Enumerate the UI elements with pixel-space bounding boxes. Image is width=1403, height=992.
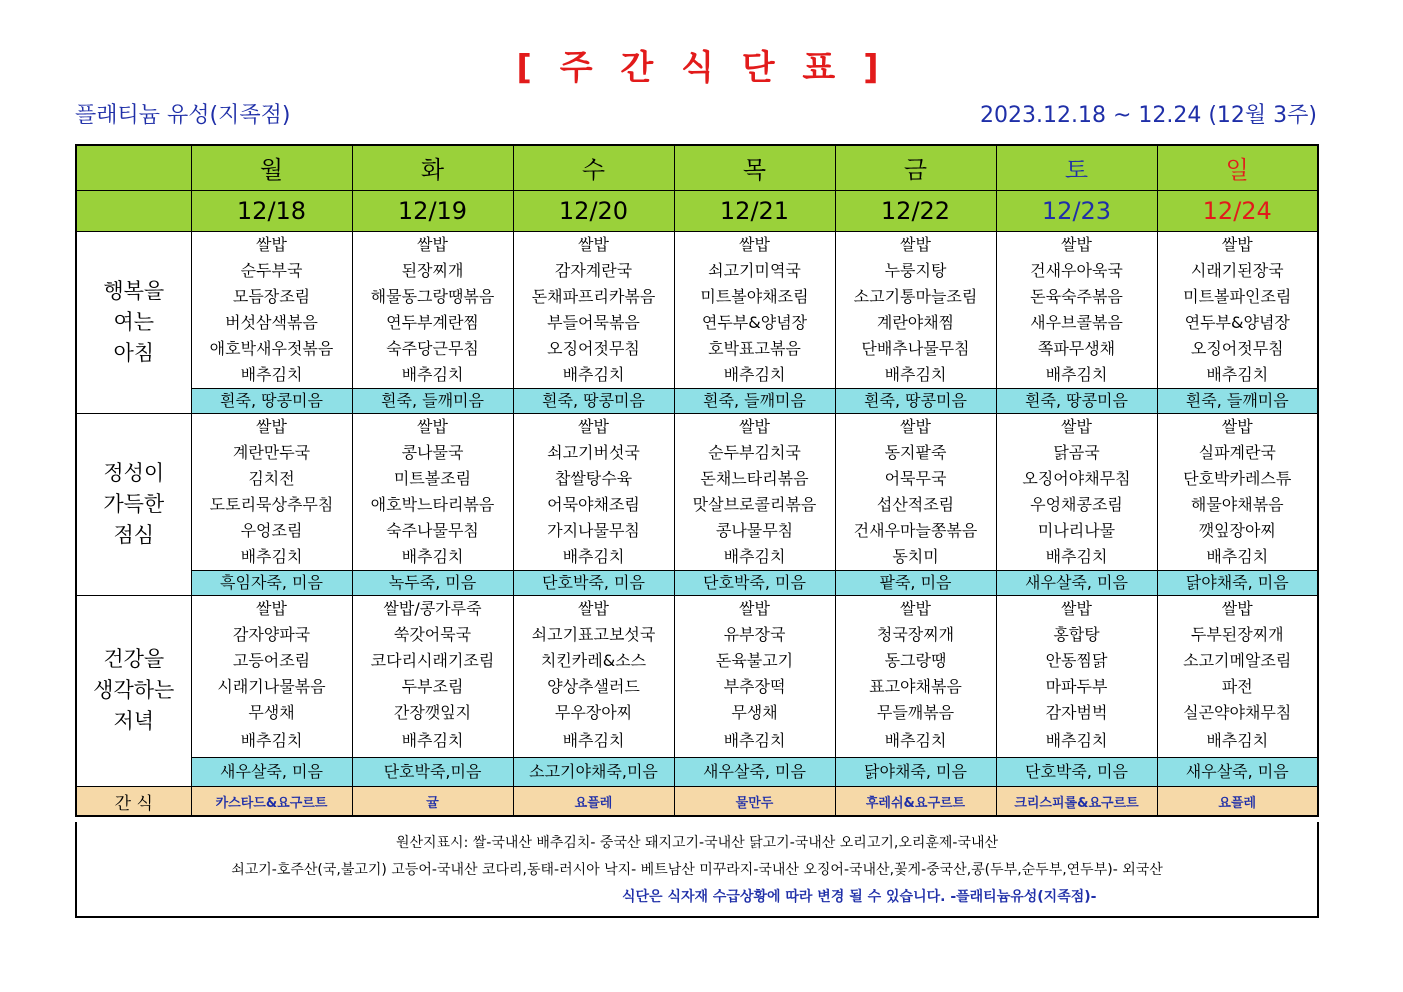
menu-item: 배추김치 <box>674 362 835 389</box>
menu-item: 두부조림 <box>352 674 513 700</box>
day-header: 수 <box>513 145 674 190</box>
menu-item: 김치전 <box>191 466 352 492</box>
menu-item: 쌀밥 <box>1157 231 1318 258</box>
menu-item: 쌀밥 <box>996 595 1157 622</box>
menu-item: 배추김치 <box>674 544 835 571</box>
dinner-row <box>76 674 1318 700</box>
day-header: 목 <box>674 145 835 190</box>
snack-item: 요플레 <box>1157 787 1318 817</box>
menu-item: 배추김치 <box>1157 362 1318 389</box>
menu-item: 배추김치 <box>1157 544 1318 571</box>
porridge-item: 흑임자죽, 미음 <box>191 570 352 595</box>
snack-item: 귤 <box>352 787 513 817</box>
porridge-item: 단호박죽, 미음 <box>513 570 674 595</box>
menu-item: 가지나물무침 <box>513 518 674 544</box>
menu-item: 치킨카레&소스 <box>513 648 674 674</box>
menu-item: 배추김치 <box>352 544 513 571</box>
menu-item: 두부된장찌개 <box>1157 622 1318 648</box>
page-title: [ 주 간 식 단 표 ] <box>516 48 887 88</box>
dinner-label-line: 생각하는 <box>93 678 175 703</box>
day-header-row <box>76 145 1318 190</box>
menu-item: 호박표고볶음 <box>674 336 835 362</box>
menu-item: 쇠고기표고보섯국 <box>513 622 674 648</box>
menu-item: 단호박카레스튜 <box>1157 466 1318 492</box>
menu-item: 연두부계란찜 <box>352 310 513 336</box>
menu-item: 소고기메알조림 <box>1157 648 1318 674</box>
menu-item: 쪽파무생채 <box>996 336 1157 362</box>
breakfast-row <box>76 231 1318 258</box>
menu-item: 감자계란국 <box>513 258 674 284</box>
menu-item: 시래기된장국 <box>1157 258 1318 284</box>
day-header: 금 <box>835 145 996 190</box>
porridge-item: 단호박죽,미음 <box>352 758 513 787</box>
menu-item: 미트볼야채조림 <box>674 284 835 310</box>
menu-item: 쌀밥 <box>835 595 996 622</box>
porridge-item: 새우살죽, 미음 <box>1157 758 1318 787</box>
porridge-item: 흰죽, 들깨미음 <box>674 388 835 413</box>
menu-item: 해물동그랑땡볶음 <box>352 284 513 310</box>
menu-item: 우엉조림 <box>191 518 352 544</box>
menu-item: 배추김치 <box>996 726 1157 758</box>
menu-item: 쌀밥 <box>674 413 835 440</box>
menu-item: 청국장찌개 <box>835 622 996 648</box>
menu-item: 배추김치 <box>1157 726 1318 758</box>
menu-item: 쌀밥 <box>513 595 674 622</box>
day-header-saturday: 토 <box>996 145 1157 190</box>
breakfast-row <box>76 258 1318 284</box>
menu-item: 오징어젓무침 <box>513 336 674 362</box>
breakfast-row <box>76 284 1318 310</box>
date-header: 12/18 <box>191 190 352 231</box>
date-header: 12/22 <box>835 190 996 231</box>
menu-item: 안동찜닭 <box>996 648 1157 674</box>
breakfast-label-line: 행복을 <box>103 278 165 303</box>
porridge-item: 닭야채죽, 미음 <box>1157 570 1318 595</box>
menu-item: 돈육숙주볶음 <box>996 284 1157 310</box>
day-header: 월 <box>191 145 352 190</box>
porridge-item: 새우살죽, 미음 <box>674 758 835 787</box>
breakfast-row <box>76 336 1318 362</box>
menu-item: 쑥갓어묵국 <box>352 622 513 648</box>
snack-item: 크리스피롤&요구르트 <box>996 787 1157 817</box>
menu-item: 무들깨볶음 <box>835 700 996 726</box>
menu-item: 쇠고기미역국 <box>674 258 835 284</box>
lunch-label <box>76 413 191 595</box>
day-header-sunday: 일 <box>1157 145 1318 190</box>
menu-item: 배추김치 <box>513 544 674 571</box>
menu-item: 새우브콜볶음 <box>996 310 1157 336</box>
menu-item: 깻잎장아찌 <box>1157 518 1318 544</box>
menu-item: 쌀밥 <box>674 595 835 622</box>
snack-row <box>76 787 1318 817</box>
menu-item: 쌀밥 <box>996 413 1157 440</box>
menu-item: 콩나물무침 <box>674 518 835 544</box>
snack-label: 간 식 <box>76 787 191 817</box>
menu-item: 배추김치 <box>191 726 352 758</box>
lunch-row <box>76 413 1318 440</box>
menu-item: 우엉채콩조림 <box>996 492 1157 518</box>
menu-item: 배추김치 <box>835 726 996 758</box>
menu-item: 배추김치 <box>996 544 1157 571</box>
menu-item: 쌀밥 <box>191 595 352 622</box>
porridge-item: 흰죽, 들깨미음 <box>1157 388 1318 413</box>
menu-item: 실곤약야채무침 <box>1157 700 1318 726</box>
origin-notes <box>75 822 1319 918</box>
corner-cell <box>76 190 191 231</box>
lunch-porridge-row <box>76 570 1318 595</box>
origin-note-line-2: 쇠고기-호주산(국,불고기) 고등어-국내산 코다리,동태-러시아 낙지- 베트남산 미꾸라지-국내산 오징어-국내산,꽃게-중국산,콩(두부,순두부,연두부)- 외국산 <box>231 862 1163 878</box>
menu-item: 쌀밥 <box>835 413 996 440</box>
menu-item: 쌀밥/콩가루죽 <box>352 595 513 622</box>
menu-item: 실파계란국 <box>1157 440 1318 466</box>
store-name: 플래티늄 유성(지족점) <box>75 103 291 128</box>
menu-item: 양상추샐러드 <box>513 674 674 700</box>
menu-item: 연두부&양념장 <box>674 310 835 336</box>
date-header: 12/19 <box>352 190 513 231</box>
menu-item: 배추김치 <box>352 726 513 758</box>
menu-item: 부들어묵볶음 <box>513 310 674 336</box>
menu-item: 쌀밥 <box>352 413 513 440</box>
menu-item: 건새우아욱국 <box>996 258 1157 284</box>
menu-item: 배추김치 <box>352 362 513 389</box>
menu-item: 해물야채볶음 <box>1157 492 1318 518</box>
menu-item: 쇠고기버섯국 <box>513 440 674 466</box>
snack-item: 후레쉬&요구르트 <box>835 787 996 817</box>
lunch-label-line: 가득한 <box>103 491 165 516</box>
menu-item: 간장깻잎지 <box>352 700 513 726</box>
menu-item: 유부장국 <box>674 622 835 648</box>
menu-item: 홍합탕 <box>996 622 1157 648</box>
menu-item: 무생채 <box>191 700 352 726</box>
dinner-row <box>76 622 1318 648</box>
menu-item: 모듬장조림 <box>191 284 352 310</box>
dinner-porridge-row <box>76 758 1318 787</box>
menu-item: 무생채 <box>674 700 835 726</box>
lunch-row <box>76 466 1318 492</box>
menu-item: 배추김치 <box>191 544 352 571</box>
menu-item: 계란만두국 <box>191 440 352 466</box>
menu-item: 단배추나물무침 <box>835 336 996 362</box>
origin-note-line-1: 원산지표시: 쌀-국내산 배추김치- 중국산 돼지고기-국내산 닭고기-국내산 오리고기,오리훈제-국내산 <box>395 835 999 851</box>
menu-item: 동치미 <box>835 544 996 571</box>
menu-item: 돈채파프리카볶음 <box>513 284 674 310</box>
menu-item: 맛살브로콜리볶음 <box>674 492 835 518</box>
menu-item: 배추김치 <box>191 362 352 389</box>
menu-item: 누룽지탕 <box>835 258 996 284</box>
lunch-row <box>76 492 1318 518</box>
lunch-row <box>76 440 1318 466</box>
lunch-label-line: 점심 <box>113 522 155 547</box>
porridge-item: 닭야채죽, 미음 <box>835 758 996 787</box>
menu-item: 숙주당근무침 <box>352 336 513 362</box>
menu-item: 부추장떡 <box>674 674 835 700</box>
menu-item: 배추김치 <box>996 362 1157 389</box>
porridge-item: 단호박죽, 미음 <box>996 758 1157 787</box>
menu-item: 동그랑땡 <box>835 648 996 674</box>
breakfast-label-line: 여는 <box>113 309 155 334</box>
menu-item: 애호박느타리볶음 <box>352 492 513 518</box>
porridge-item: 흰죽, 땅콩미음 <box>513 388 674 413</box>
corner-cell <box>76 145 191 190</box>
menu-item: 계란야채찜 <box>835 310 996 336</box>
menu-item: 순두부김치국 <box>674 440 835 466</box>
date-header-row <box>76 190 1318 231</box>
menu-item: 쌀밥 <box>191 413 352 440</box>
dinner-row <box>76 726 1318 758</box>
porridge-item: 단호박죽, 미음 <box>674 570 835 595</box>
menu-item: 닭곰국 <box>996 440 1157 466</box>
menu-item: 파전 <box>1157 674 1318 700</box>
menu-item: 섭산적조림 <box>835 492 996 518</box>
menu-item: 돈채느타리볶음 <box>674 466 835 492</box>
menu-item: 애호박새우젓볶음 <box>191 336 352 362</box>
menu-item: 돈육불고기 <box>674 648 835 674</box>
dinner-label-line: 저녁 <box>113 709 155 734</box>
date-header: 12/20 <box>513 190 674 231</box>
menu-item: 감자양파국 <box>191 622 352 648</box>
menu-item: 동지팥죽 <box>835 440 996 466</box>
menu-item: 쌀밥 <box>513 413 674 440</box>
menu-item: 표고야채볶음 <box>835 674 996 700</box>
menu-item: 미나리나물 <box>996 518 1157 544</box>
menu-item: 순두부국 <box>191 258 352 284</box>
breakfast-row <box>76 310 1318 336</box>
menu-item: 된장찌개 <box>352 258 513 284</box>
menu-item: 쌀밥 <box>674 231 835 258</box>
menu-item: 쌀밥 <box>513 231 674 258</box>
breakfast-label-line: 아침 <box>113 340 155 365</box>
menu-item: 감자범벅 <box>996 700 1157 726</box>
menu-item: 오징어야채무침 <box>996 466 1157 492</box>
snack-item: 카스타드&요구르트 <box>191 787 352 817</box>
date-header-sunday: 12/24 <box>1157 190 1318 231</box>
porridge-item: 팥죽, 미음 <box>835 570 996 595</box>
menu-item: 배추김치 <box>513 362 674 389</box>
menu-item: 쌀밥 <box>352 231 513 258</box>
porridge-item: 새우살죽, 미음 <box>996 570 1157 595</box>
menu-item: 무우장아찌 <box>513 700 674 726</box>
dinner-row <box>76 595 1318 622</box>
menu-item: 미트볼파인조림 <box>1157 284 1318 310</box>
porridge-item: 새우살죽, 미음 <box>191 758 352 787</box>
menu-item: 쌀밥 <box>1157 595 1318 622</box>
porridge-item: 녹두죽, 미음 <box>352 570 513 595</box>
menu-item: 미트볼조림 <box>352 466 513 492</box>
menu-item: 배추김치 <box>674 726 835 758</box>
menu-item: 버섯삼색볶음 <box>191 310 352 336</box>
menu-item: 숙주나물무침 <box>352 518 513 544</box>
date-header-saturday: 12/23 <box>996 190 1157 231</box>
menu-item: 시래기나물볶음 <box>191 674 352 700</box>
porridge-item: 흰죽, 들깨미음 <box>352 388 513 413</box>
menu-item: 찹쌀탕수육 <box>513 466 674 492</box>
menu-item: 배추김치 <box>835 362 996 389</box>
menu-item: 어묵무국 <box>835 466 996 492</box>
lunch-row <box>76 544 1318 571</box>
dinner-row <box>76 648 1318 674</box>
menu-item: 쌀밥 <box>835 231 996 258</box>
menu-change-notice: 식단은 식자재 수급상황에 따라 변경 될 수 있습니다. -플래티늄유성(지족점)- <box>622 889 1097 905</box>
breakfast-porridge-row <box>76 388 1318 413</box>
snack-item: 요플레 <box>513 787 674 817</box>
menu-item: 배추김치 <box>513 726 674 758</box>
porridge-item: 흰죽, 땅콩미음 <box>835 388 996 413</box>
menu-item: 쌀밥 <box>996 231 1157 258</box>
day-header: 화 <box>352 145 513 190</box>
menu-item: 연두부&양념장 <box>1157 310 1318 336</box>
breakfast-label <box>76 231 191 413</box>
menu-item: 콩나물국 <box>352 440 513 466</box>
menu-item: 마파두부 <box>996 674 1157 700</box>
menu-item: 코다리시래기조림 <box>352 648 513 674</box>
date-header: 12/21 <box>674 190 835 231</box>
menu-item: 쌀밥 <box>191 231 352 258</box>
snack-item: 물만두 <box>674 787 835 817</box>
dinner-label-line: 건강을 <box>103 647 165 672</box>
dinner-row <box>76 700 1318 726</box>
porridge-item: 흰죽, 땅콩미음 <box>996 388 1157 413</box>
breakfast-row <box>76 362 1318 389</box>
dinner-label <box>76 595 191 787</box>
menu-item: 건새우마늘쫑볶음 <box>835 518 996 544</box>
lunch-label-line: 정성이 <box>103 460 165 485</box>
menu-item: 소고기통마늘조림 <box>835 284 996 310</box>
menu-item: 쌀밥 <box>1157 413 1318 440</box>
menu-item: 오징어젓무침 <box>1157 336 1318 362</box>
menu-item: 어묵야채조림 <box>513 492 674 518</box>
menu-period: 2023.12.18 ~ 12.24 (12월 3주) <box>979 103 1317 128</box>
lunch-row <box>76 518 1318 544</box>
porridge-item: 소고기야채죽,미음 <box>513 758 674 787</box>
menu-item: 도토리묵상추무침 <box>191 492 352 518</box>
porridge-item: 흰죽, 땅콩미음 <box>191 388 352 413</box>
menu-item: 고등어조림 <box>191 648 352 674</box>
weekly-menu-table <box>75 144 1319 817</box>
